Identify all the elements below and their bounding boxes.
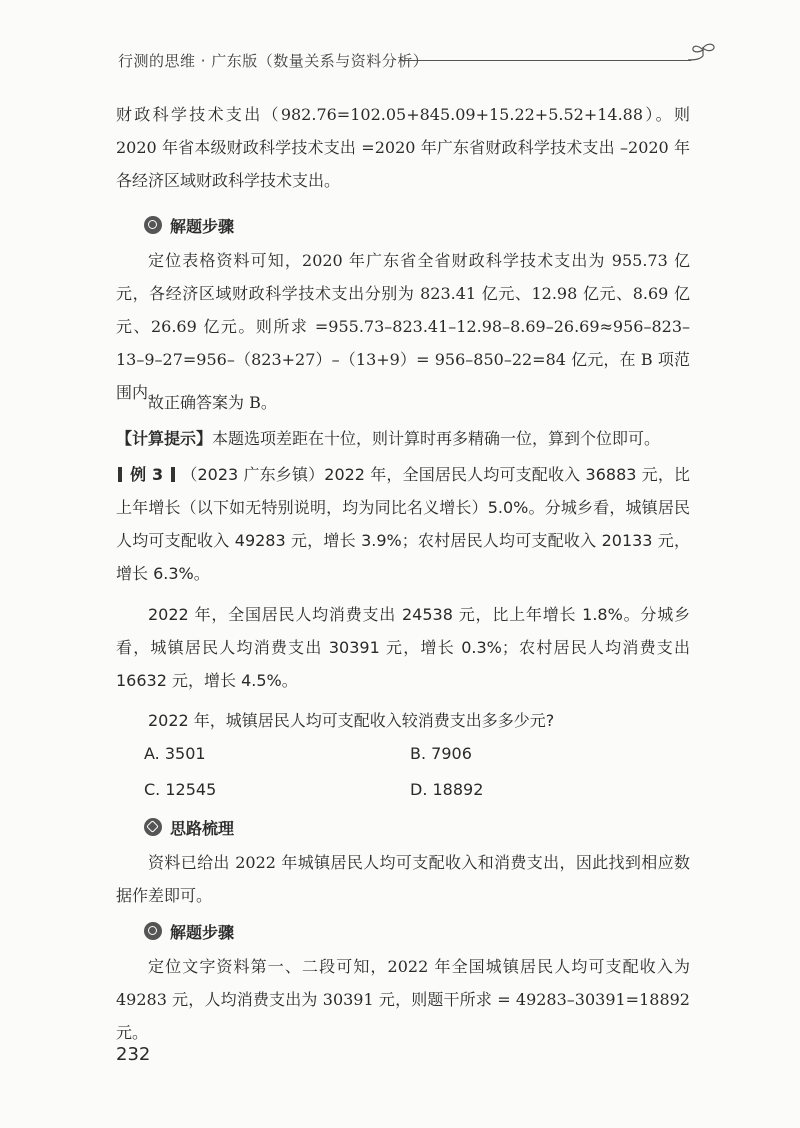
solution-paragraph-2: 定位文字资料第一、二段可知，2022 年全国城镇居民人均可支配收入为 49283 元，人均消费支出为 30391 元，则题干所求 = 49283–30391=18892 元。: [116, 957, 690, 1042]
option-d: D. 18892: [410, 780, 484, 799]
thinking-paragraph: 资料已给出 2022 年城镇居民人均可支配收入和消费支出，因此找到相应数据作差即可。: [116, 853, 690, 905]
solution-heading-label-2: 解题步骤: [170, 922, 235, 942]
option-a: A. 3501: [144, 744, 206, 763]
solution-badge-icon: [144, 216, 162, 234]
running-header: [118, 46, 718, 76]
solution-heading-label: 解题步骤: [170, 216, 235, 236]
answer-line: 故正确答案为 B。: [148, 393, 277, 412]
example-bar-left: [118, 467, 122, 482]
example-source: （2023 广东乡镇）: [181, 465, 325, 484]
example-label: 例 3: [130, 465, 164, 484]
example-paragraph-1: [116, 458, 690, 590]
intro-paragraph: 财政科学技术支出（982.76=102.05+845.09+15.22+5.52+14.88）。则 2020 年省本级财政科学技术支出 =2020 年广东省财政科学技术支出 –2020 年各经济区域财政科学技术支出。: [116, 105, 690, 190]
header-rule: [401, 60, 691, 61]
header-title: 行测的思维 · 广东版（数量关系与资料分析）: [118, 52, 429, 70]
thinking-heading-label: 思路梳理: [170, 818, 235, 838]
calc-tip-text: 本题选项差距在十位，则计算时再多精确一位，算到个位即可。: [212, 429, 661, 448]
calc-tip: [116, 422, 690, 455]
option-c: C. 12545: [144, 780, 217, 799]
example-bar-right: [171, 467, 175, 482]
page-number: 232: [116, 1044, 151, 1065]
solution-badge-icon-2: [144, 922, 162, 940]
solution-heading-2: [144, 918, 234, 944]
solution-heading: [144, 212, 234, 238]
example-text-1: 2022 年，全国居民人均可支配收入 36883 元，比上年增长（以下如无特别说明，均为同比名义增长）5.0%。分城乡看，城镇居民人均可支配收入 49283 元，增长 3.9%；农村居民人均可支配收入 20133 元，增长 6.3%。: [116, 465, 690, 583]
example-paragraph-2: 2022 年，全国居民人均消费支出 24538 元，比上年增长 1.8%。分城乡看，城镇居民人均消费支出 30391 元，增长 0.3%；农村居民人均消费支出 16632 元，增长 4.5%。: [116, 605, 690, 690]
thinking-heading: [144, 814, 234, 840]
thinking-badge-icon: [144, 818, 162, 836]
option-b: B. 7906: [410, 744, 472, 763]
calc-tip-label: 【计算提示】: [116, 429, 213, 448]
example-question: 2022 年，城镇居民人均可支配收入较消费支出多多少元?: [148, 711, 555, 730]
sprout-icon: [686, 42, 720, 70]
solution-paragraph: 定位表格资料可知，2020 年广东省全省财政科学技术支出为 955.73 亿元，各经济区域财政科学技术支出分别为 823.41 亿元、12.98 亿元、8.69 亿元、26.69 亿元。则所求 =955.73–823.41–12.98–8.69–26.69≈956–823–13–9–27=956–（823+27）–（13+9）= 956–850–22=84 亿元，在 B 项范围内。: [116, 251, 690, 402]
